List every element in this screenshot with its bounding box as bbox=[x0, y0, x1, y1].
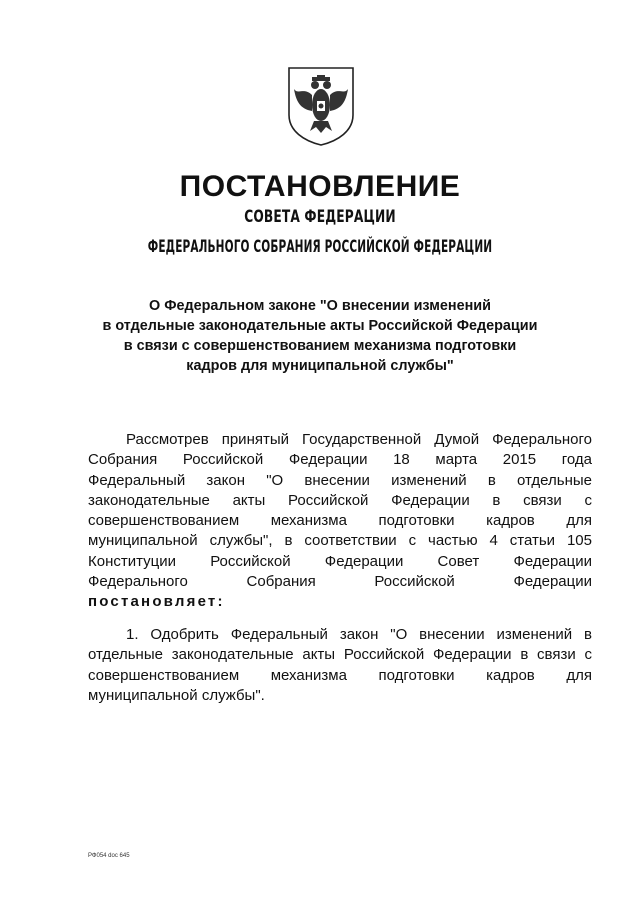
body-line: Конституции Российской Федерации Совет Федерации bbox=[88, 552, 592, 570]
document-subtitle-line1: СОВЕТА ФЕДЕРАЦИИ bbox=[244, 207, 396, 227]
heading-line: в отдельные законодательные акты Российской Федерации bbox=[102, 318, 538, 334]
body-line: муниципальной службы", в соответствии с частью 4 статьи 105 bbox=[88, 532, 592, 550]
heading-line: кадров для муниципальной службы" bbox=[186, 358, 454, 374]
heading-line: в связи с совершенствованием механизма подготовки bbox=[123, 338, 517, 354]
body-line: 1. Одобрить Федеральный закон "О внесении изменений в bbox=[126, 626, 592, 643]
body-line: Федерального Собрания Российской Федерации bbox=[88, 573, 592, 591]
body-line: Федеральный закон "О внесении изменений в отдельные bbox=[88, 471, 592, 489]
heading-line: О Федеральном законе "О внесении изменений bbox=[149, 298, 491, 314]
body-line: законодательные акты Российской Федерации в связи с bbox=[88, 491, 592, 509]
resolution-heading bbox=[60, 296, 580, 376]
document-title: ПОСТАНОВЛЕНИЕ bbox=[179, 170, 461, 203]
body-line: муниципальной службы". bbox=[88, 686, 265, 704]
preamble-paragraph bbox=[88, 430, 592, 613]
body-line: совершенствованием механизма подготовки кадров для bbox=[88, 512, 592, 530]
document-footer-code: РФ054 doc 645 bbox=[88, 853, 130, 859]
body-line: Рассмотрев принятый Государственной Думой Федерального bbox=[126, 431, 592, 448]
body-line: отдельные законодательные акты Российской Федерации в связи с bbox=[88, 646, 592, 664]
body-line: совершенствованием механизма подготовки кадров для bbox=[88, 666, 592, 684]
resolves-verb: постановляет: bbox=[88, 593, 225, 611]
coat-of-arms-icon bbox=[286, 65, 356, 147]
body-line: Собрания Российской Федерации 18 марта 2015 года bbox=[88, 451, 592, 469]
document-subtitle-line2: ФЕДЕРАЛЬНОГО СОБРАНИЯ РОССИЙСКОЙ ФЕДЕРАЦИИ bbox=[147, 237, 493, 257]
decision-paragraph bbox=[88, 625, 592, 706]
